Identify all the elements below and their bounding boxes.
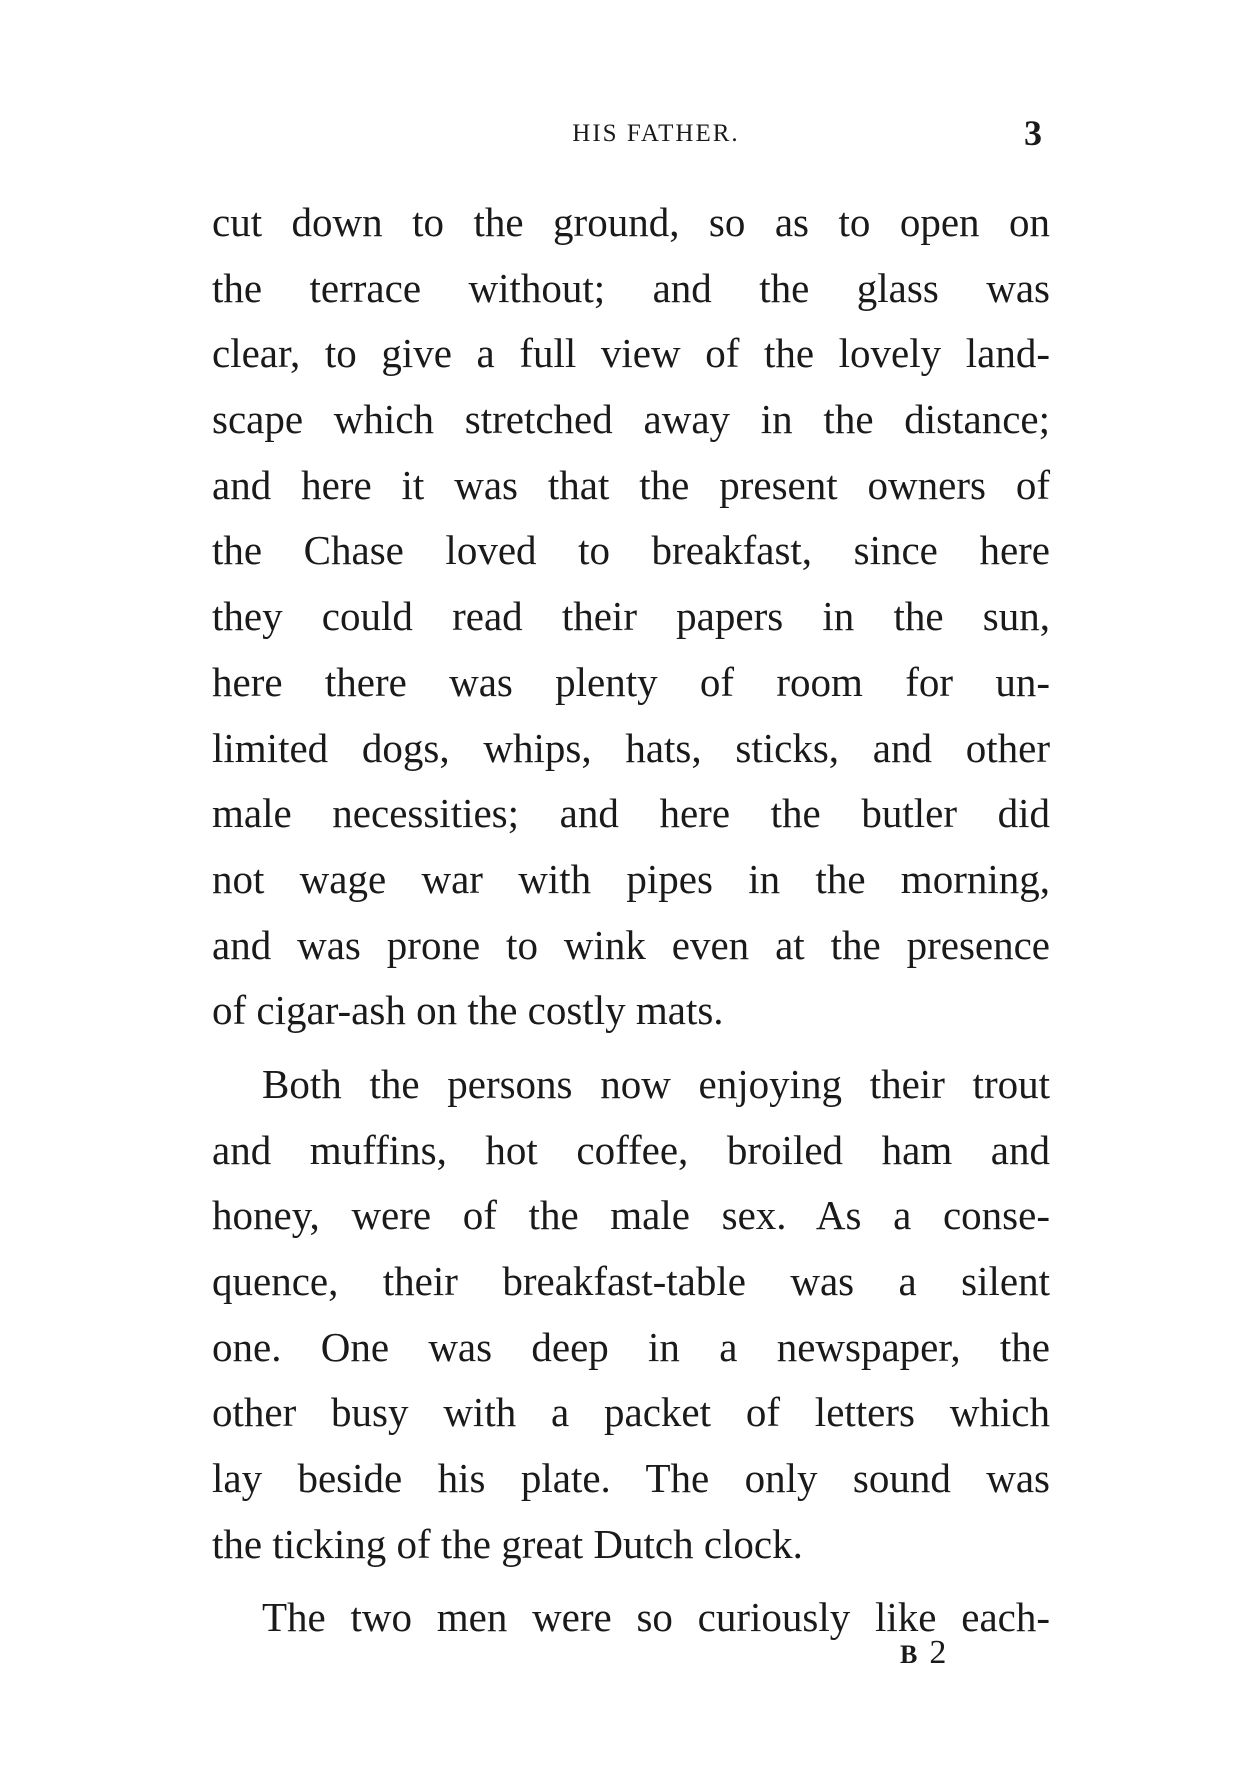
text-line: lay beside his plate. The only sound was: [212, 1455, 1050, 1502]
text-line: male necessities; and here the butler did: [212, 790, 1050, 837]
signature-number: 2: [929, 1634, 949, 1671]
running-title: HIS FATHER.: [572, 120, 740, 147]
text-line: not wage war with pipes in the morning,: [212, 855, 1050, 902]
text-line: the ticking of the great Dutch clock.: [212, 1520, 803, 1567]
text-line: and here it was that the present owners of: [212, 461, 1050, 508]
body-text: [212, 190, 1050, 1651]
page-number: 3: [1024, 113, 1042, 153]
text-line: cut down to the ground, so as to open on: [212, 199, 1050, 245]
text-line: the Chase loved to breakfast, since here: [212, 527, 1050, 574]
text-line: scape which stretched away in the distance;: [212, 396, 1050, 443]
text-line: and was prone to wink even at the presence: [212, 921, 1050, 968]
paragraph-gap: [212, 1577, 1050, 1585]
text-line: here there was plenty of room for un-: [212, 658, 1050, 705]
text-line: one. One was deep in a newspaper, the: [212, 1323, 1050, 1370]
text-line: limited dogs, whips, hats, sticks, and other: [212, 724, 1050, 771]
text-line: of cigar-ash on the costly mats.: [212, 987, 724, 1034]
text-line: clear, to give a full view of the lovely land-: [212, 330, 1050, 377]
text-line: they could read their papers in the sun,: [212, 593, 1050, 640]
signature-letter: B: [900, 1640, 920, 1669]
text-line: quence, their breakfast-table was a silent: [212, 1258, 1050, 1304]
paragraph-gap: [212, 1044, 1050, 1052]
text-line: Both the persons now enjoying their trout: [262, 1060, 1050, 1107]
text-line: other busy with a packet of letters which: [212, 1389, 1050, 1436]
text-line: and muffins, hot coffee, broiled ham and: [212, 1126, 1050, 1173]
text-line: the terrace without; and the glass was: [212, 264, 1050, 311]
text-line: honey, were of the male sex. As a conse-: [212, 1192, 1050, 1239]
text-line: The two men were so curiously like each-: [262, 1594, 1050, 1641]
signature-mark: [900, 1634, 948, 1672]
running-head: [212, 112, 1050, 162]
